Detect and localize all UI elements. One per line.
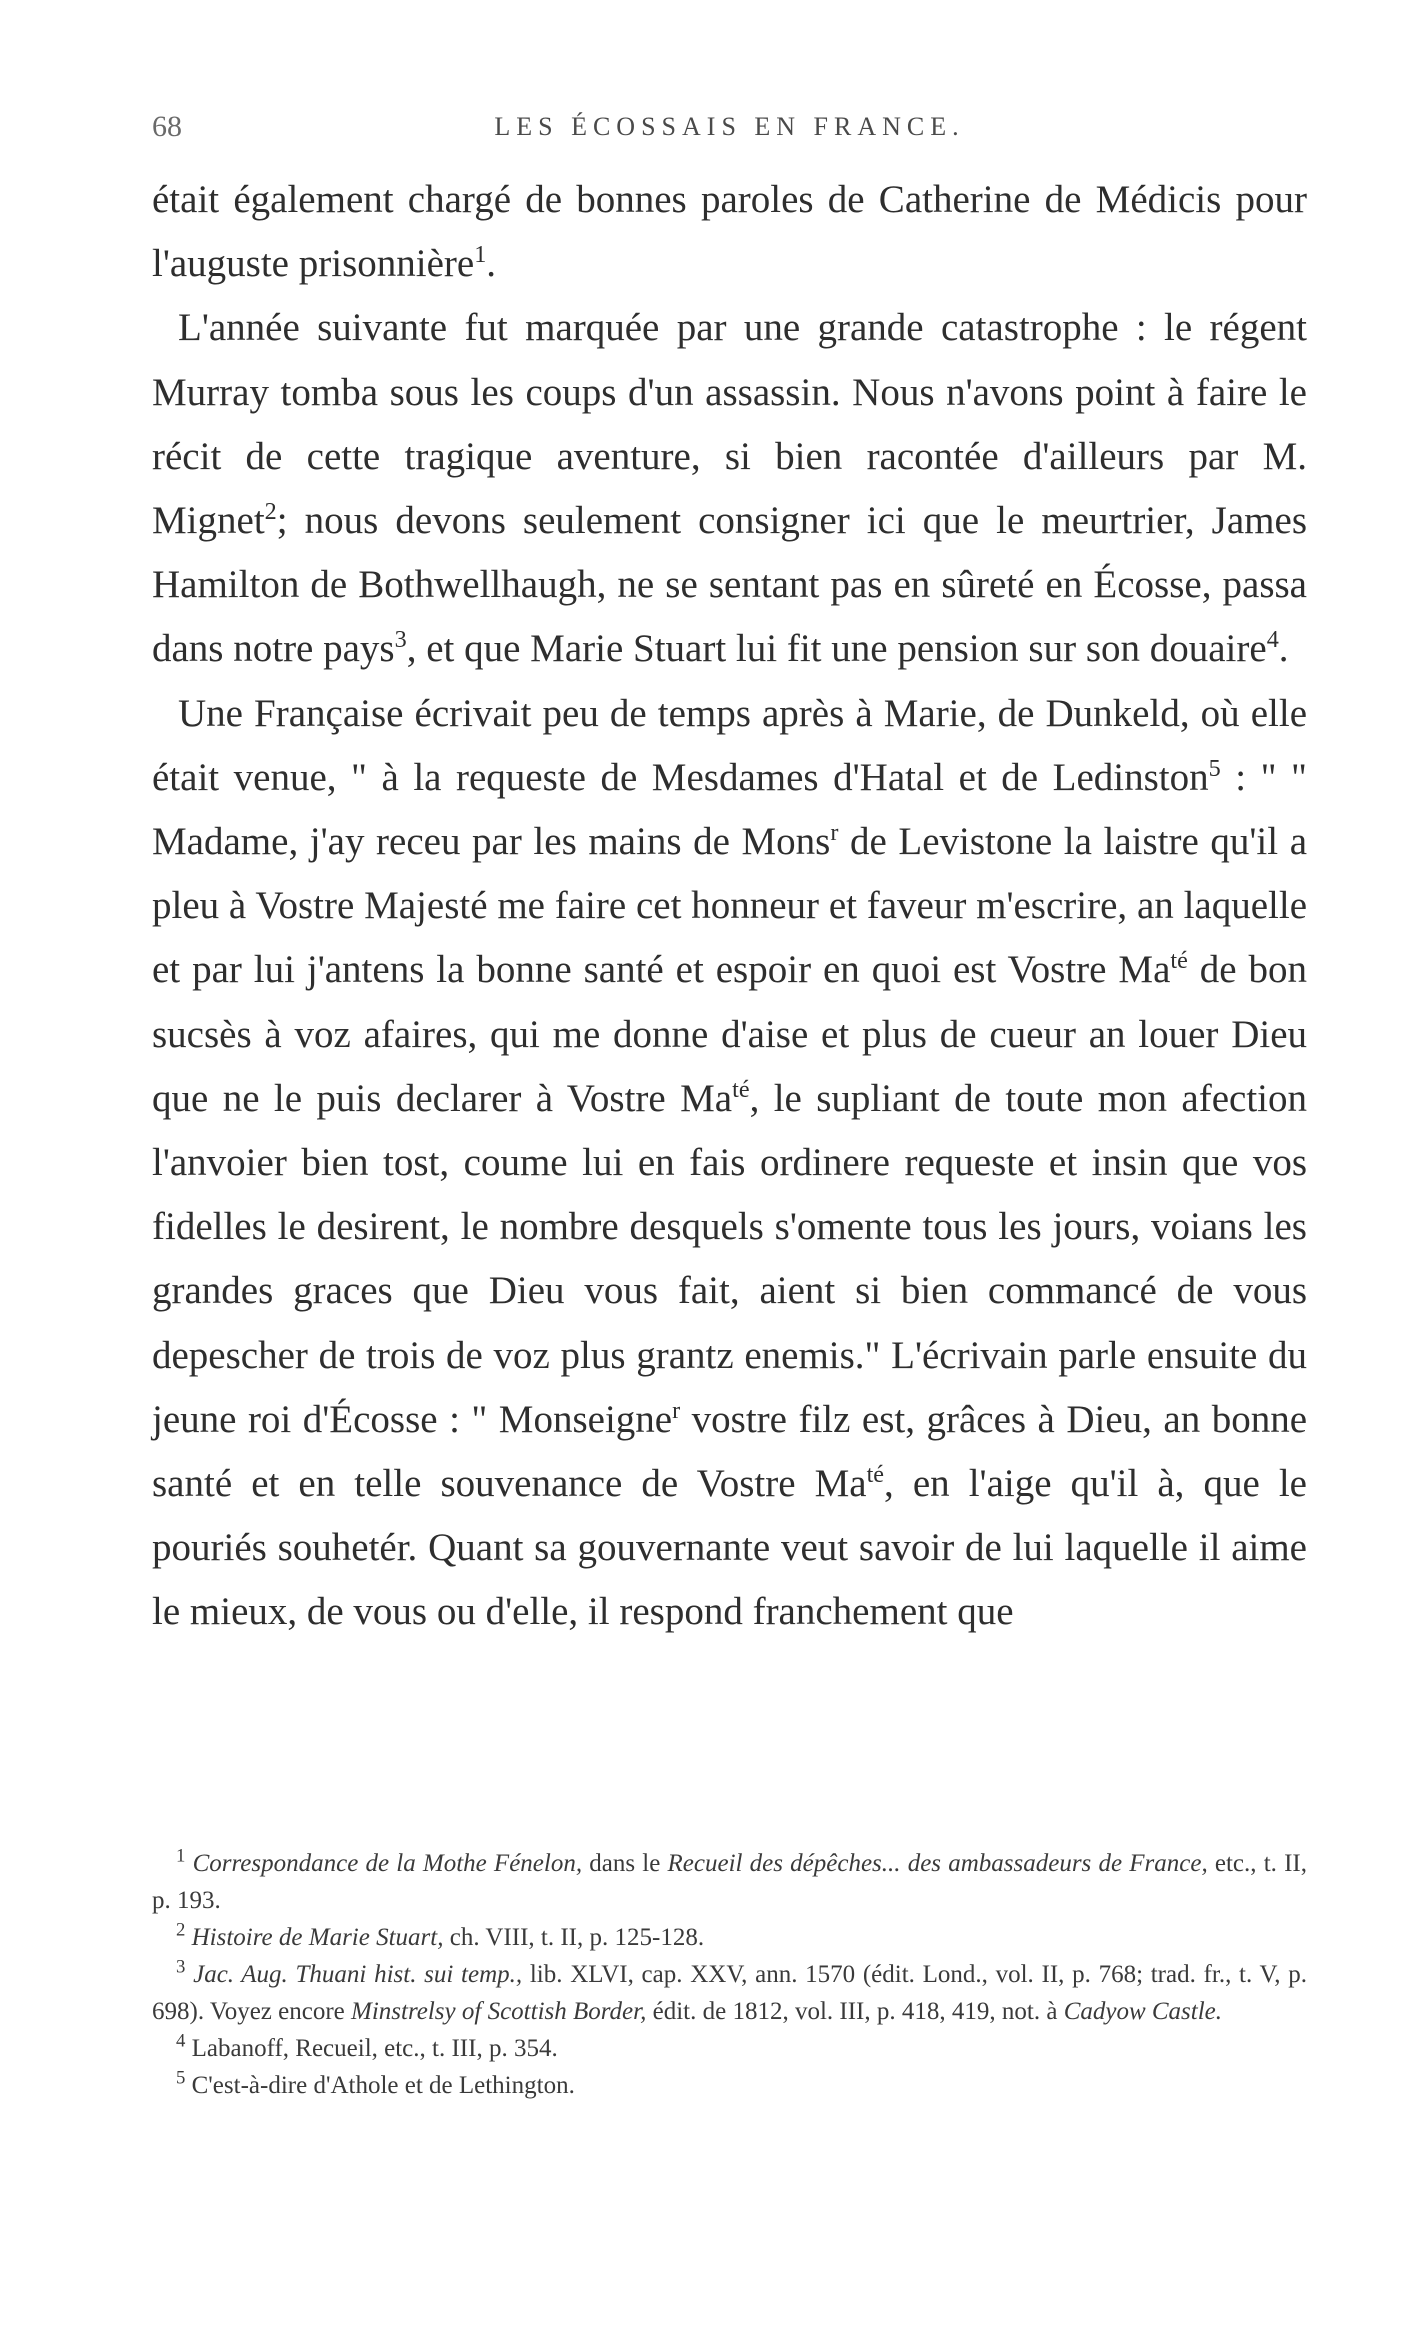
footnote-3: $^3$ Jac. Aug. Thuani hist. sui temp., lib. XLVI, cap. XXV, ann. 1570 (édit. Lond., vol. II, p. 768; trad. fr., t. V, p. 698). Voyez encore Minstrelsy of Scottish Border, édit. de 1812, vol. III, p. 418, 419, not. à Cadyow Castle. xyxy=(152,1956,1308,2025)
footnote-5: $^5$ C'est-à-dire d'Athole et de Lethington. xyxy=(176,2067,575,2099)
footnote-ref-2[interactable]: 2 xyxy=(264,498,277,526)
superscript-te: té xyxy=(866,1461,885,1489)
superscript-te: té xyxy=(732,1075,750,1103)
paragraph-3: Une Française écrivait peu de temps après à Marie, de Dunkeld, où elle était venue, " à la requeste de Mesdames d'Hatal et de Ledinston$^5$ : " " Madame, j'ay receu par les mains de Mons$^r$ de Levistone la laistre qu'il a pleu à Vostre Majesté me faire cet honneur et faveur m'escrire, an laquelle et par lui j'antens la bonne santé et espoir en quoi est Vostre $Ma^{té}$ de bon sucsès à voz afaires, qui me donne d'aise et plus de cueur an louer Dieu que ne le puis declarer à Vostre $Ma^{té}$, le supliant de toute mon afection l'anvoier bien tost, coume lui en fais ordinere requeste et insin que vos fidelles le desirent, le nombre desquels s'omente tous les jours, voians les grandes graces que Dieu vous fait, aient si bien commancé de vous depescher de trois de voz plus grantz enemis." L'écrivain parle ensuite du jeune roi d'Écosse : " Monseigne$^r$ vostre filz est, grâces à Dieu, an bonne santé et en telle souvenance de Vostre $Ma^{té}$, en l'aige qu'il à, que le pouriés souhetér. Quant sa gouvernante veut savoir de lui laquelle il aime le mieux, de vous ou d'elle, il respond franchement que xyxy=(152,691,1308,1634)
footnote-number: 4 xyxy=(176,2030,186,2052)
footnote-number: 1 xyxy=(176,1845,186,1867)
footnote-4: $^4$ Labanoff, Recueil, etc., t. III, p. 354. xyxy=(176,2030,558,2062)
page-header xyxy=(152,110,1307,154)
footnote-2: $^2$ Histoire de Marie Stuart, ch. VIII, t. II, p. 125-128. xyxy=(176,1919,705,1951)
footnotes xyxy=(152,1845,1307,2104)
footnote-ref-1[interactable]: 1 xyxy=(474,241,487,269)
page-number: 68 xyxy=(152,110,182,143)
paragraph-2: L'année suivante fut marquée par une grande catastrophe : le régent Murray tomba sous les coups d'un assassin. Nous n'avons point à faire le récit de cette tragique aventure, si bien racontée d'ailleurs par M. Mignet$^2$; nous devons seulement consigner ici que le meurtrier, James Hamilton de Bothwellhaugh, ne se sentant pas en sûreté en Écosse, passa dans notre pays$^3$, et que Marie Stuart lui fit une pension sur son douaire$^4$. xyxy=(152,306,1307,671)
body-text xyxy=(152,168,1307,1645)
paragraph-1: était également chargé de bonnes paroles de Catherine de Médicis pour l'auguste prisonnière$^1$. xyxy=(152,178,1307,286)
superscript-r: r xyxy=(830,819,839,847)
footnote-number: 2 xyxy=(176,1919,186,1941)
footnote-ref-3[interactable]: 3 xyxy=(394,626,407,654)
footnote-number: 5 xyxy=(176,2067,186,2089)
footnote-ref-5[interactable]: 5 xyxy=(1208,754,1221,782)
superscript-r: r xyxy=(672,1396,681,1424)
footnote-number: 3 xyxy=(176,1956,186,1978)
running-title: LES ÉCOSSAIS EN FRANCE. xyxy=(494,112,965,141)
footnote-1: $^1$ Correspondance de la Mothe Fénelon, dans le Recueil des dépêches... des ambassadeurs de France, etc., t. II, p. 193. xyxy=(152,1845,1307,1914)
superscript-te: té xyxy=(1170,947,1188,975)
footnote-ref-4[interactable]: 4 xyxy=(1266,626,1279,654)
